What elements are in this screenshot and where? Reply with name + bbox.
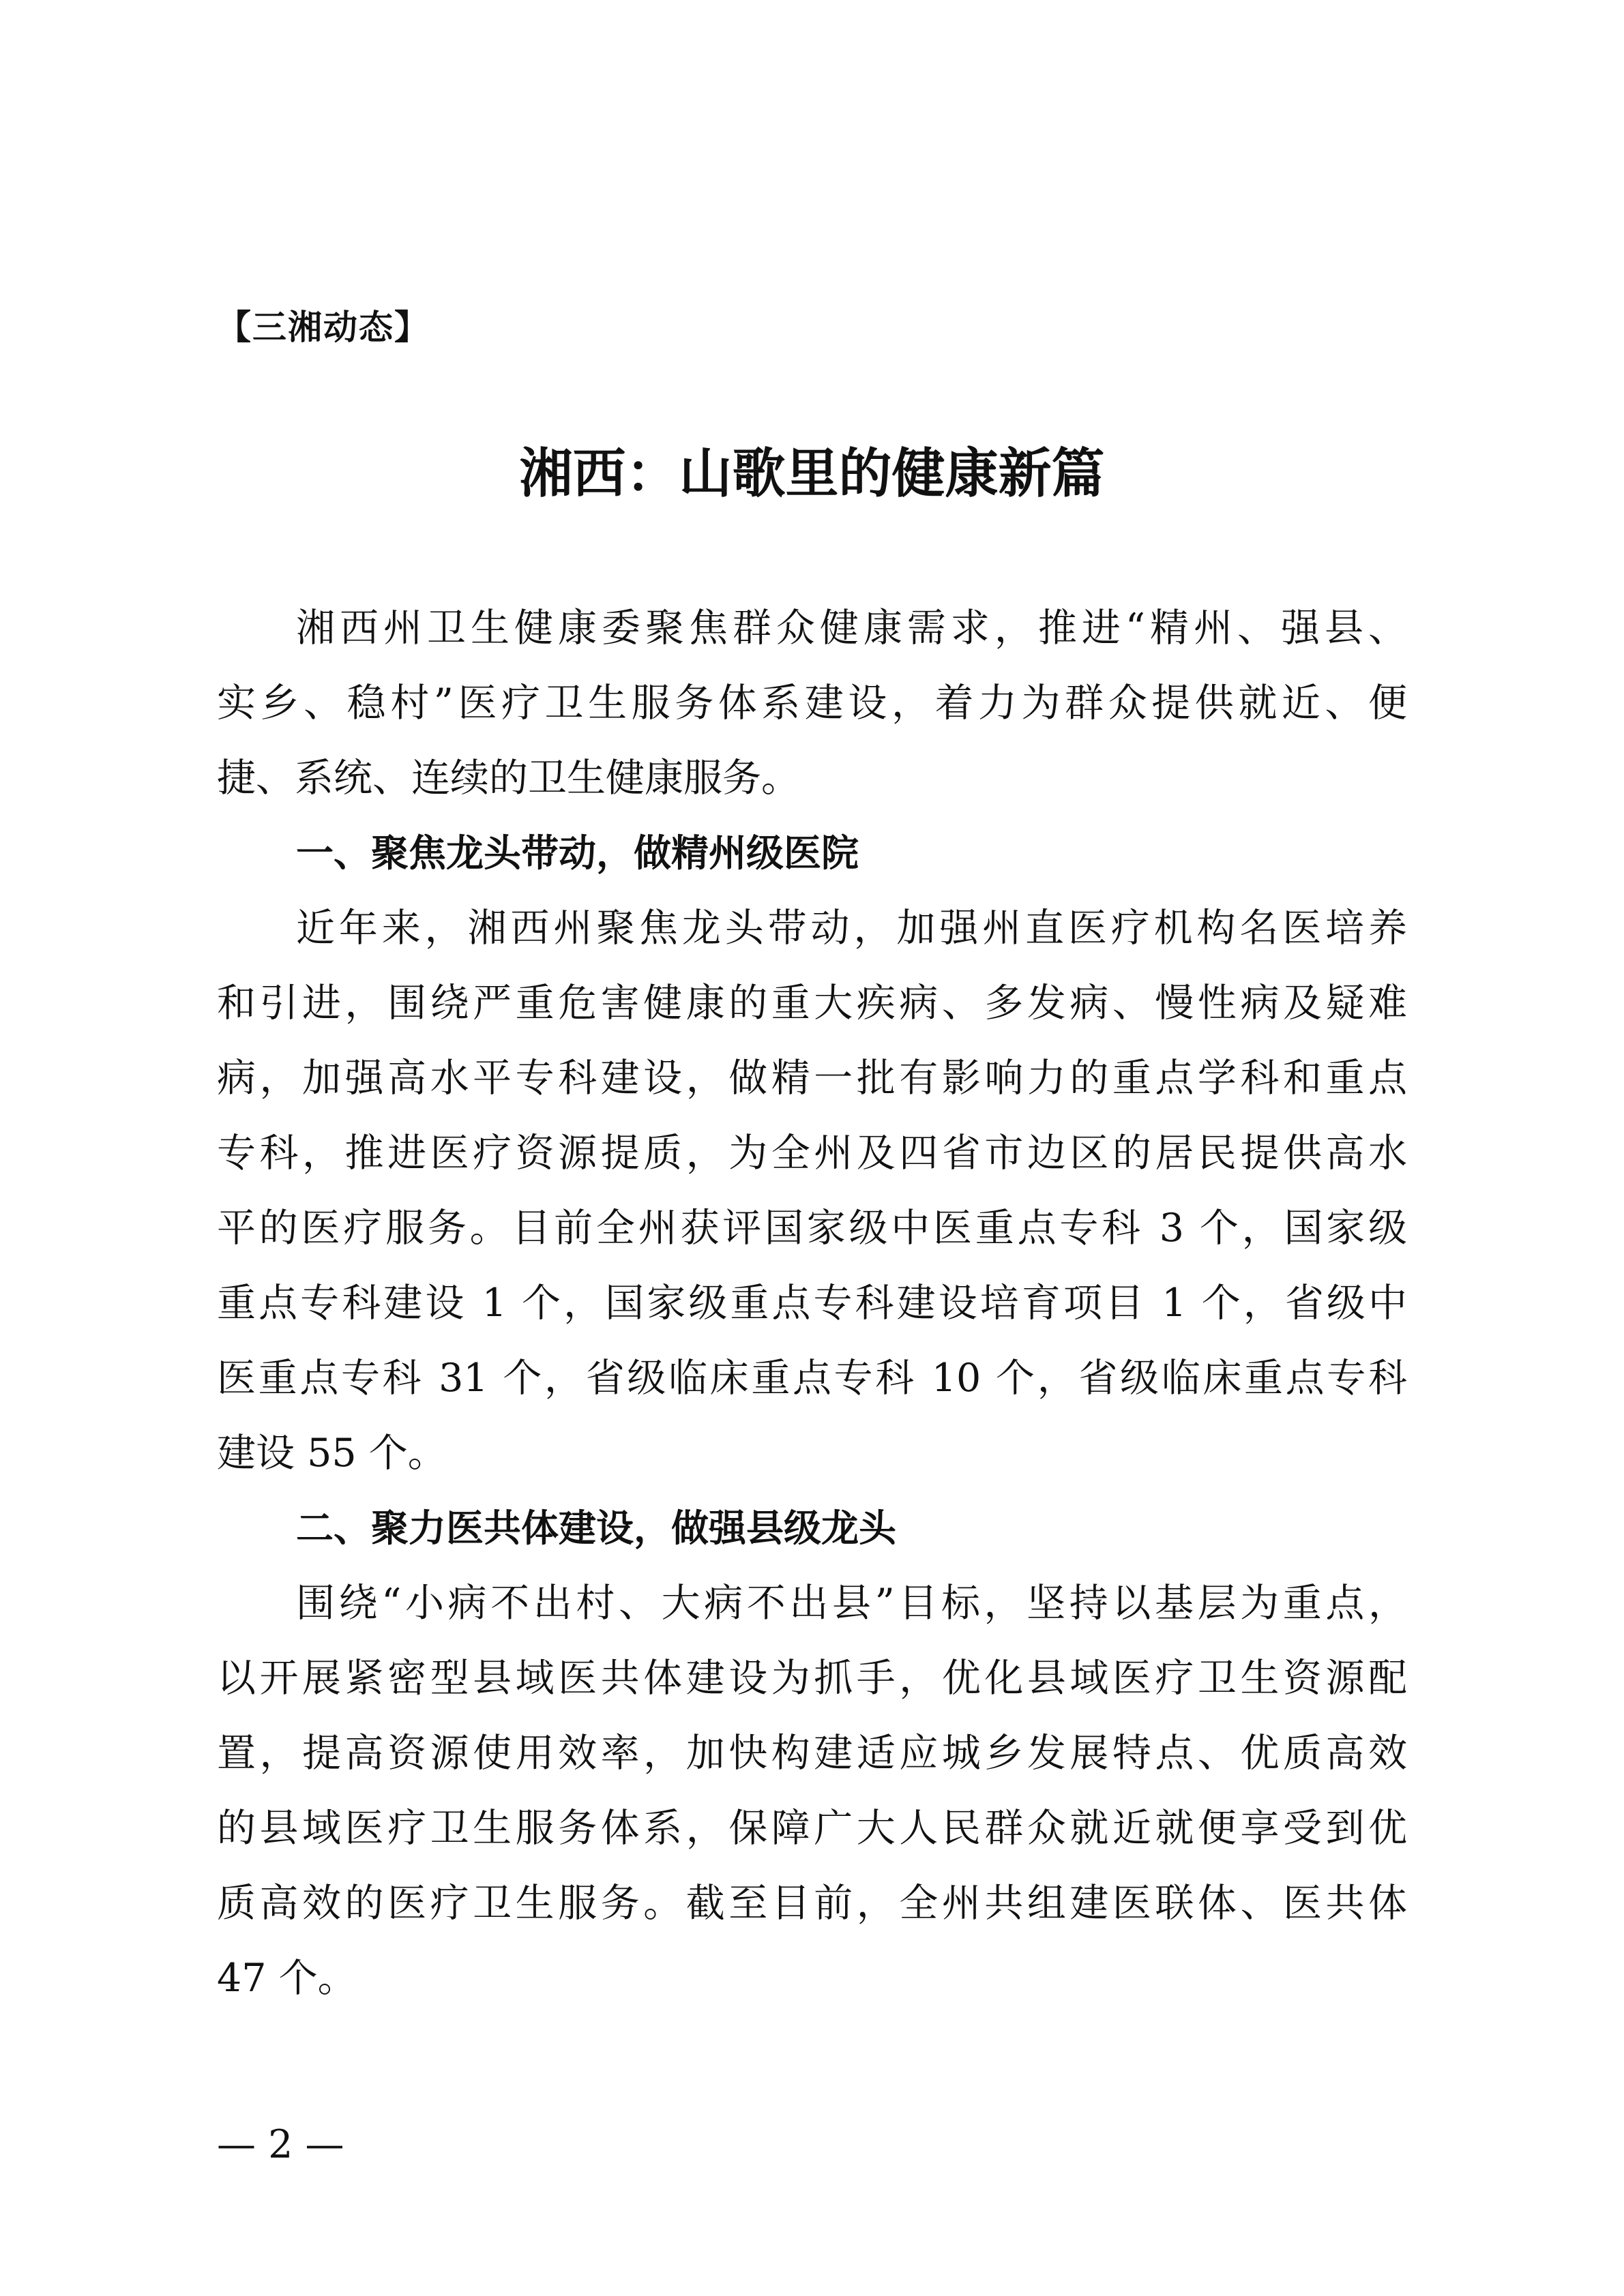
section-heading-1: 一、聚焦龙头带动，做精州级医院 [296, 831, 859, 875]
page-number: — 2 — [217, 2122, 344, 2167]
paragraph-line: 的县域医疗卫生服务体系，保障广大人民群众就近就便享受到优 [217, 1806, 1407, 1851]
paragraph-line: 和引进，围绕严重危害健康的重大疾病、多发病、慢性病及疑难 [217, 981, 1407, 1026]
section-heading-2: 二、聚力医共体建设，做强县级龙头 [296, 1506, 897, 1550]
paragraph-line: 湘西州卫生健康委聚焦群众健康需求，推进“精州、强县、 [296, 606, 1407, 651]
paragraph-line: 47 个。 [217, 1956, 357, 2001]
paragraph-line: 质高效的医疗卫生服务。截至目前，全州共组建医联体、医共体 [217, 1881, 1407, 1926]
article-body [217, 591, 1407, 2016]
paragraph-line: 近年来，湘西州聚焦龙头带动，加强州直医疗机构名医培养 [296, 906, 1407, 951]
paragraph-line: 医重点专科 31 个，省级临床重点专科 10 个，省级临床重点专科 [217, 1356, 1407, 1401]
paragraph-line: 围绕“小病不出村、大病不出县”目标，坚持以基层为重点， [296, 1581, 1407, 1626]
paragraph-line: 病，加强高水平专科建设，做精一批有影响力的重点学科和重点 [217, 1056, 1407, 1101]
paragraph-line: 实乡、稳村”医疗卫生服务体系建设，着力为群众提供就近、便 [217, 681, 1407, 726]
paragraph-line: 专科，推进医疗资源提质，为全州及四省市边区的居民提供高水 [217, 1131, 1407, 1176]
paragraph-line: 重点专科建设 1 个，国家级重点专科建设培育项目 1 个，省级中 [217, 1281, 1407, 1326]
section-tag: 【三湘动态】 [217, 308, 430, 347]
article-title: 湘西：山歌里的健康新篇 [519, 443, 1105, 505]
paragraph-line: 建设 55 个。 [217, 1431, 447, 1476]
paragraph-line: 平的医疗服务。目前全州获评国家级中医重点专科 3 个，国家级 [217, 1206, 1407, 1251]
paragraph-line: 捷、系统、连续的卫生健康服务。 [217, 756, 800, 801]
paragraph-line: 置，提高资源使用效率，加快构建适应城乡发展特点、优质高效 [217, 1731, 1407, 1776]
paragraph-line: 以开展紧密型县域医共体建设为抓手，优化县域医疗卫生资源配 [217, 1656, 1407, 1701]
